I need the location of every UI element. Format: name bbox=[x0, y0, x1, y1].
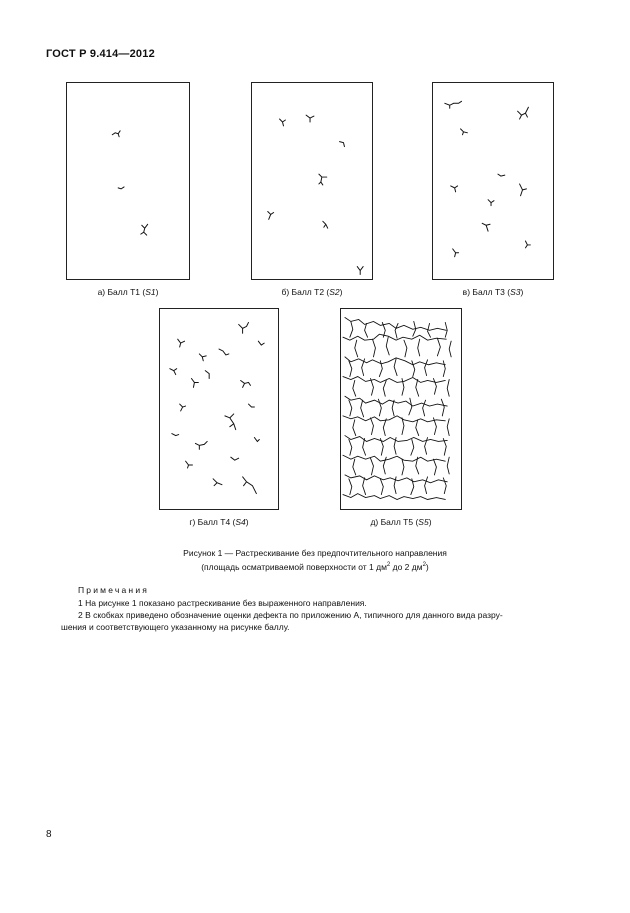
crack-pattern-t4 bbox=[160, 309, 278, 509]
notes-title: Примечания bbox=[78, 585, 150, 595]
caption-close: ) bbox=[520, 287, 524, 297]
caption-t1 bbox=[66, 287, 190, 297]
caption-t4 bbox=[159, 517, 279, 527]
figure-caption-sup1: 2 bbox=[386, 562, 391, 568]
caption-text: в) Балл Т3 ( bbox=[462, 287, 511, 297]
note-2-line-2: шения и соответствующего указанному на рисунке баллу. bbox=[61, 622, 290, 632]
caption-score: S1 bbox=[145, 287, 156, 297]
figure-caption-line2 bbox=[0, 559, 630, 573]
caption-close: ) bbox=[428, 517, 432, 527]
crack-pattern-t5 bbox=[341, 309, 461, 509]
figure-caption-line2-c: ) bbox=[425, 561, 429, 572]
page-number: 8 bbox=[46, 829, 52, 840]
crack-panel-t2 bbox=[251, 82, 373, 280]
notes-section bbox=[61, 584, 503, 632]
caption-t3 bbox=[432, 287, 554, 297]
caption-t5 bbox=[340, 517, 462, 527]
caption-close: ) bbox=[245, 517, 249, 527]
caption-text: а) Балл Т1 ( bbox=[97, 287, 146, 297]
figure-caption-line2-b: до 2 дм bbox=[390, 561, 423, 572]
caption-score: S4 bbox=[235, 517, 246, 527]
crack-pattern-t2 bbox=[252, 83, 372, 279]
caption-score: S3 bbox=[510, 287, 521, 297]
figure-caption-line1: Рисунок 1 — Растрескивание без предпочтительного направления bbox=[183, 548, 447, 558]
crack-panel-t4 bbox=[159, 308, 279, 510]
caption-score: S2 bbox=[329, 287, 340, 297]
document-header: ГОСТ Р 9.414—2012 bbox=[46, 48, 155, 60]
caption-text: г) Балл Т4 ( bbox=[189, 517, 236, 527]
crack-panel-t3 bbox=[432, 82, 554, 280]
crack-panel-t5 bbox=[340, 308, 462, 510]
caption-close: ) bbox=[339, 287, 343, 297]
note-1: 1 На рисунке 1 показано растрескивание без выраженного направления. bbox=[78, 597, 367, 608]
caption-t2 bbox=[251, 287, 373, 297]
crack-panel-t1 bbox=[66, 82, 190, 280]
figure-caption-line2-a: (площадь осматриваемой поверхности от 1 дм bbox=[201, 561, 387, 572]
caption-score: S5 bbox=[418, 517, 429, 527]
crack-pattern-t1 bbox=[67, 83, 189, 279]
caption-close: ) bbox=[155, 287, 159, 297]
caption-text: б) Балл Т2 ( bbox=[281, 287, 330, 297]
note-2-line-1: 2 В скобках приведено обозначение оценки дефекта по приложению А, типичного для данного вида разру- bbox=[78, 610, 503, 620]
figure-caption-sup2: 2 bbox=[422, 562, 426, 568]
caption-text: д) Балл Т5 ( bbox=[370, 517, 419, 527]
figure-caption bbox=[0, 547, 630, 573]
crack-pattern-t3 bbox=[433, 83, 553, 279]
